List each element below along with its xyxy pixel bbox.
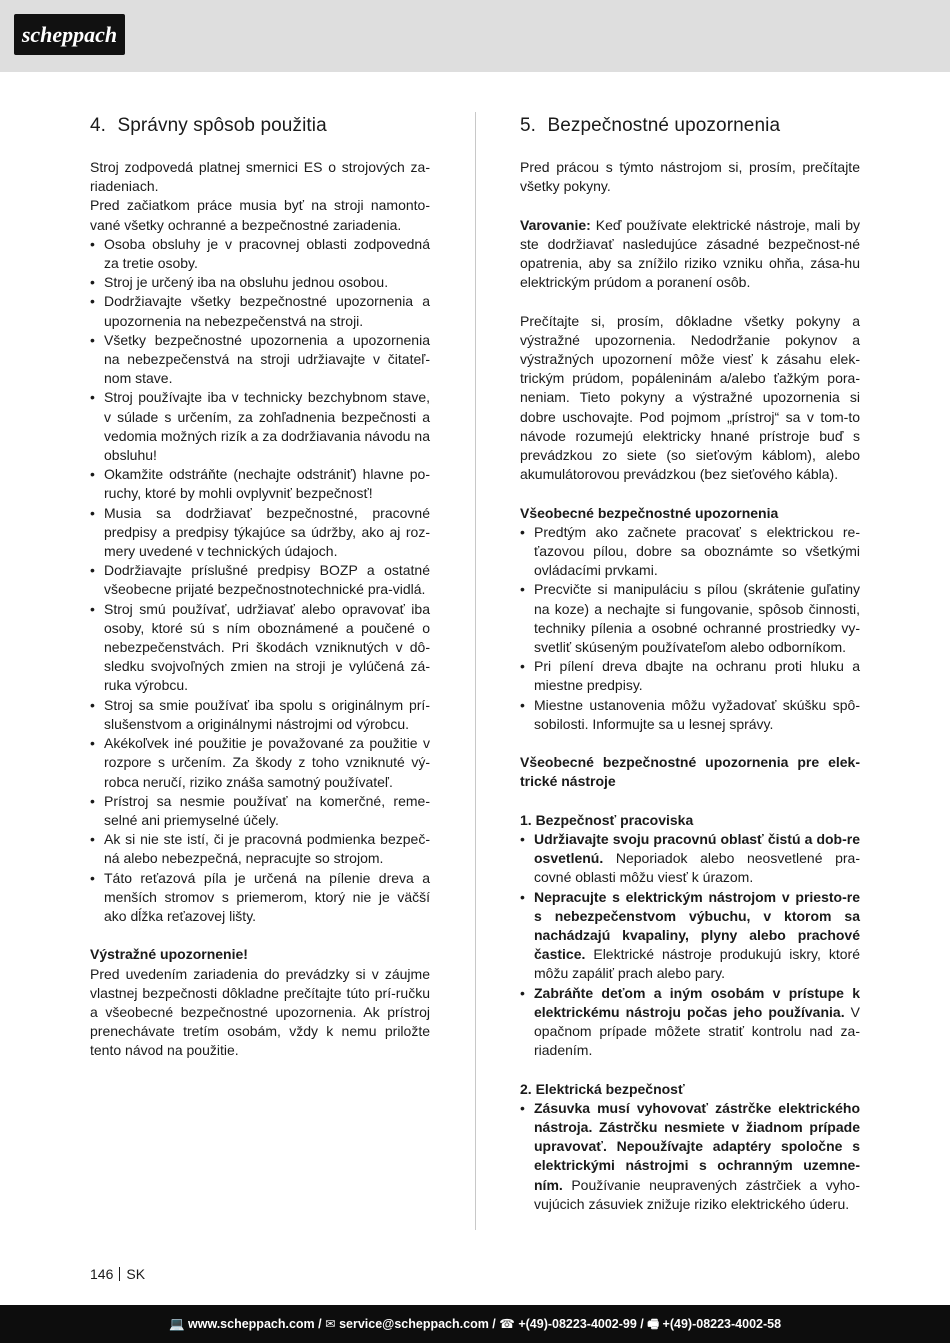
- list-item: • Táto reťazová píla je určená na pílenie dreva a menších stromov s priemerom, ktorý nie je väčší ako dĺžka reťazovej lišty.: [90, 869, 430, 927]
- list-item: • Ak si nie ste istí, či je pracovná podmienka bezpeč-ná alebo nebezpečná, nepracujte so strojom.: [90, 830, 430, 868]
- list-item: • Osoba obsluhy je v pracovnej oblasti zodpovedná za tretie osoby.: [90, 235, 430, 273]
- list-item: [520, 830, 860, 888]
- list-item: • Dodržiavajte všetky bezpečnostné upozornenia a upozornenia na nebezpečenstvá na stroji.: [90, 292, 430, 330]
- warning-label: Varovanie:: [520, 216, 591, 233]
- tools-safety-heading: Všeobecné bezpečnostné upozornenia pre elek-trické nástroje: [520, 754, 860, 790]
- bullet-list: [520, 523, 860, 734]
- list-item: • Všetky bezpečnostné upozornenia a upozornenia na nebezpečenstvá na stroji udržiavajte v čitateľ-nom stave.: [90, 331, 430, 389]
- language-code: SK: [126, 1266, 146, 1282]
- list-item: • Akékoľvek iné použitie je považované za použitie v rozpore s určením. Za škody z toho vzniknuté vý-robca neručí, riziko znáša samotný používateľ.: [90, 734, 430, 792]
- mail-icon: ✉: [325, 1317, 336, 1331]
- page-number: [90, 1265, 145, 1283]
- list-item: • Okamžite odstráňte (nechajte odstrániť) hlavne po-ruchy, ktoré by mohli ovplyvniť bezpečnosť!: [90, 465, 430, 503]
- list-item: • Prístroj sa nesmie používať na komerčné, reme-selné ani priemyselné účely.: [90, 792, 430, 830]
- body-text: V opačnom prípade môžete stratiť kontrolu nad za-riadením.: [534, 1003, 860, 1059]
- warning-text: Pred uvedením zariadenia do prevádzky si v záujme vlastnej bezpečnosti dôkladne prečítajte túto prí-ručku a všeobecné bezpečnostné upozornenia. Ak prístroj prenechávate tretím osobám, vždy k nemu priložte tento návod na použitie.: [90, 965, 430, 1059]
- email-link[interactable]: service@scheppach.com /: [339, 1317, 496, 1331]
- list-item: • Dodržiavajte príslušné predpisy BOZP a ostatné všeobecne prijaté bezpečnostnotechnické pra-vidlá.: [90, 561, 430, 599]
- list-item: [520, 888, 860, 984]
- website-link[interactable]: www.scheppach.com /: [188, 1317, 322, 1331]
- body-text: Používanie neupravených zástrčiek a vyho-vujúcich zásuviek znižuje riziko elektrického úderu.: [534, 1176, 860, 1212]
- list-item: • Predtým ako začnete pracovať s elektrickou re-ťazovou pílou, dobre sa oboznámte so všetkými ovládacími prvkami.: [520, 523, 860, 581]
- list-item: [520, 1099, 860, 1214]
- list-item: • Stroj je určený iba na obsluhu jednou osobou.: [90, 273, 430, 292]
- bold-text: Nepracujte s elektrickým nástrojom v priesto-re s nebezpečenstvom výbuchu, v ktorom sa nachádzajú kvapaliny, plyny alebo prachové častice.: [534, 888, 860, 963]
- bold-text: Udržiavajte svoju pracovnú oblasť čistú a dob-re osvetlenú.: [534, 831, 860, 867]
- bold-text: Zabráňte deťom a iným osobám v prístupe k elektrickému nástroju počas jeho používania.: [534, 984, 860, 1020]
- paragraph: Pred začiatkom práce musia byť na stroji namonto-vané všetky ochranné a bezpečnostné zariadenia.: [90, 197, 430, 233]
- heading-title: Správny spôsob použitia: [117, 115, 327, 136]
- list-item: • Pri pílení dreva dbajte na ochranu proti hluku a miestne predpisy.: [520, 657, 860, 695]
- heading-number: 4.: [90, 115, 107, 136]
- bullet-list: [90, 235, 430, 926]
- paragraph: Pred prácou s týmto nástrojom si, prosím, prečítajte všetky pokyny.: [520, 159, 860, 195]
- bold-text: Zásuvka musí vyhovovať zástrčke elektrického nástroja. Zástrčku nesmiete v žiadnom prípade upravovať. Nepoužívajte adaptéry spoločne s elektrickými nástrojmi s ochranným uzemne-ním.: [534, 1099, 860, 1193]
- page-separator: [119, 1267, 120, 1281]
- paragraph: Stroj zodpovedá platnej smernici ES o strojových za-riadeniach.: [90, 159, 430, 195]
- phone-icon: ☎: [499, 1317, 515, 1331]
- body-text: Elektrické nástroje produkujú iskry, ktoré môžu zapáliť prach alebo pary.: [534, 946, 860, 982]
- scheppach-logo: [14, 14, 125, 55]
- heading-number: 5.: [520, 115, 537, 136]
- header-band: [0, 0, 950, 72]
- paragraph: Prečítajte si, prosím, dôkladne všetky pokyny a výstražné upozornenia. Nedodržanie pokynov a výstražných upozornení môže viesť k zásahu elek-trickým prúdom, popáleninám a/alebo ťažkým pora-neniam. Tieto pokyny a výstražné upozornenia si dobre uschovajte. Pod pojmom „prístroj“ sa v tom-to návode rozumejú elektricky hnané prístroje buď s prevádzkou zo siete (so sieťovým káblom), alebo akumulátorovou prevádzkou (bez sieťového kábla).: [520, 312, 860, 483]
- warning-body: Keď používate elektrické nástroje, mali by ste dodržiavať nasledujúce zásadné bezpečnost-né opatrenia, aby sa znížilo riziko vzniku ohňa, zása-hu elektrickým prúdom a poranení osôb.: [520, 216, 860, 291]
- right-column: [520, 112, 860, 1214]
- list-item: • Stroj smú používať, udržiavať alebo opravovať iba osoby, ktoré sú s ním oboznámené a poučené o nebezpečenstvách. Pri škodách vzniknutých v dô-sledku svojvoľných zmien na stroji je vylúčená zá-ruka výrobcu.: [90, 600, 430, 696]
- phone-number: +(49)-08223-4002-99 /: [518, 1317, 644, 1331]
- footer-bar: [0, 1305, 950, 1343]
- list-item: • Musia sa dodržiavať bezpečnostné, pracovné predpisy a predpisy týkajúce sa údržby, ako aj roz-mery uvedené v technických údajoch.: [90, 504, 430, 562]
- fax-number: +(49)-08223-4002-58: [662, 1317, 782, 1331]
- electrical-safety-heading: 2. Elektrická bezpečnosť: [520, 1080, 685, 1097]
- bullet-list: [520, 830, 860, 1060]
- warning-heading: Výstražné upozornenie!: [90, 946, 248, 963]
- section-heading-use: [90, 112, 430, 140]
- section-heading-safety: [520, 112, 860, 140]
- list-item: • Stroj používajte iba v technicky bezchybnom stave, v súlade s určením, za zohľadnenia bezpečnosti a vedomia možných rizík a za dodržiavania návodu na obsluhu!: [90, 388, 430, 465]
- workplace-safety-heading: 1. Bezpečnosť pracoviska: [520, 811, 694, 828]
- svg-text:scheppach: scheppach: [21, 22, 118, 47]
- general-safety-heading: Všeobecné bezpečnostné upozornenia: [520, 504, 779, 521]
- bullet-list: [520, 1099, 860, 1214]
- column-divider: [475, 112, 476, 1230]
- body-text: Neporiadok alebo neosvetlené pra-covné oblasti môžu viesť k úrazom.: [534, 850, 860, 886]
- list-item: • Stroj sa smie používať iba spolu s originálnym prí-slušenstvom a originálnymi nástrojmi od výrobcu.: [90, 696, 430, 734]
- list-item: • Miestne ustanovenia môžu vyžadovať skúšku spô-sobilosti. Informujte sa u lesnej správy.: [520, 696, 860, 734]
- list-item: [520, 984, 860, 1061]
- left-column: [90, 112, 430, 1061]
- page-number-value: 146: [90, 1266, 114, 1282]
- computer-icon: 💻: [168, 1317, 185, 1331]
- warning-paragraph: [520, 216, 860, 293]
- fax-icon: 🖷: [647, 1317, 660, 1331]
- list-item: • Precvičte si manipuláciu s pílou (skrátenie guľatiny na koze) a nechajte si fungovanie, spôsob činnosti, techniky pílenia a osobné ochranné prostriedky vy-svetliť skúseným používateľom alebo odborníkom.: [520, 580, 860, 657]
- heading-title: Bezpečnostné upozornenia: [547, 115, 781, 136]
